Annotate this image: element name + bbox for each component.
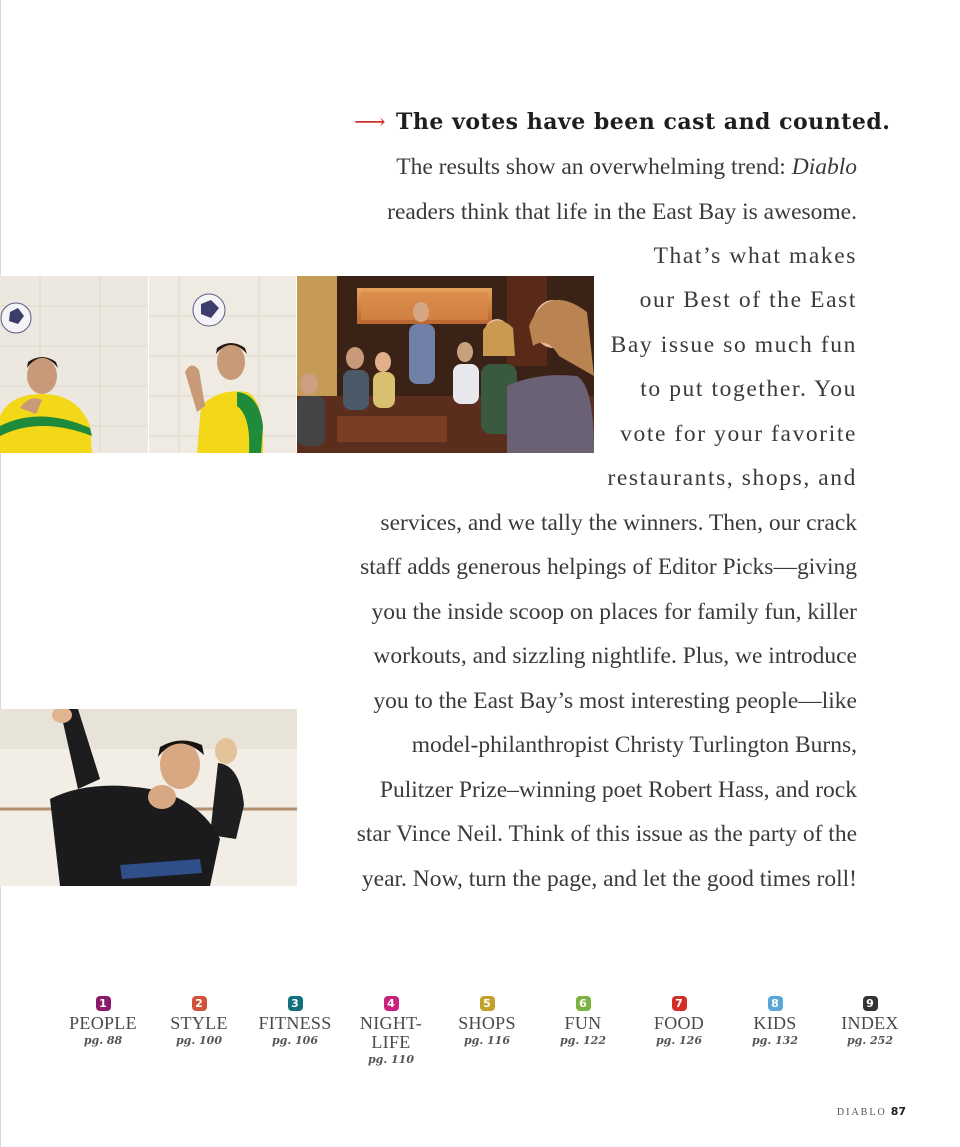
section-link-shops[interactable] [439,992,535,1047]
photo-soccer-player-2 [149,276,296,453]
body-line: workouts, and sizzling nightlife. Plus, we introduce [373,643,857,669]
folio-magazine-name: DIABLO [836,1107,887,1118]
section-page: pg. 122 [559,1034,606,1047]
body-line: you the inside scoop on places for family fun, killer [371,599,857,625]
section-number-badge: 5 [480,996,495,1011]
section-number-badge: 1 [96,996,111,1011]
section-number-badge: 9 [863,996,878,1011]
section-page: pg. 116 [463,1034,510,1047]
section-page: pg. 126 [655,1034,702,1047]
section-page: pg. 252 [846,1034,893,1047]
folio [837,1105,906,1118]
section-name: PEOPLE [69,1013,137,1033]
section-number-badge: 3 [288,996,303,1011]
body-line: readers think that life in the East Bay is awesome. [387,199,857,225]
body-line: Bay issue so much fun [610,332,857,358]
body-line: staff adds generous helpings of Editor Picks—giving [360,554,857,580]
section-number-badge: 2 [192,996,207,1011]
section-link-index[interactable] [822,992,918,1047]
section-page: pg. 110 [367,1053,414,1066]
body-line: star Vince Neil. Think of this issue as the party of the [356,821,857,847]
lead-text: The votes have been cast and counted. [396,109,891,135]
section-name: STYLE [170,1013,228,1033]
section-page: pg. 132 [751,1034,798,1047]
section-number-badge: 7 [672,996,687,1011]
body-line: to put together. You [640,376,857,402]
section-page: pg. 106 [271,1034,318,1047]
body-line: year. Now, turn the page, and let the good times roll! [361,866,857,892]
section-link-fun[interactable] [535,992,631,1047]
section-name: FOOD [653,1013,705,1033]
photo-soccer-player-1 [0,276,148,453]
body-line: model-philanthropist Christy Turlington Burns, [411,732,857,758]
section-link-people[interactable] [55,992,151,1047]
section-number-badge: 4 [384,996,399,1011]
photo-karate-kid [0,709,297,886]
section-name: INDEX [841,1013,899,1033]
section-name: FUN [564,1013,602,1033]
section-page: pg. 88 [83,1034,123,1047]
section-number-badge: 8 [768,996,783,1011]
body-line: Pulitzer Prize–winning poet Robert Hass, and rock [379,777,857,803]
section-name: NIGHT- LIFE [359,1013,423,1052]
section-name: KIDS [753,1013,797,1033]
section-name: SHOPS [458,1013,516,1033]
body-line: restaurants, shops, and [607,465,857,491]
section-page: pg. 100 [175,1034,222,1047]
body-line: services, and we tally the winners. Then, our crack [380,510,857,536]
page-edge [0,0,1,1147]
arrow-icon: ⟶ [354,110,387,135]
section-number-badge: 6 [576,996,591,1011]
magazine-name-italic: Diablo [791,154,857,180]
section-link-style[interactable] [151,992,247,1047]
body-line: you to the East Bay’s most interesting people—like [373,688,857,714]
section-link-fitness[interactable] [247,992,343,1047]
folio-page-number: 87 [890,1105,906,1118]
section-link-kids[interactable] [727,992,823,1047]
section-name: FITNESS [258,1013,332,1033]
body-line: vote for your favorite [620,421,857,447]
body-line: our Best of the East [639,287,857,313]
lead-sentence [354,107,890,138]
body-line: That’s what makes [653,243,857,269]
body-line: The results show an overwhelming trend: Diablo [396,154,857,180]
section-link-food[interactable] [631,992,727,1047]
photo-friends-at-bar [297,276,594,453]
section-link-nightlife[interactable] [343,992,439,1066]
